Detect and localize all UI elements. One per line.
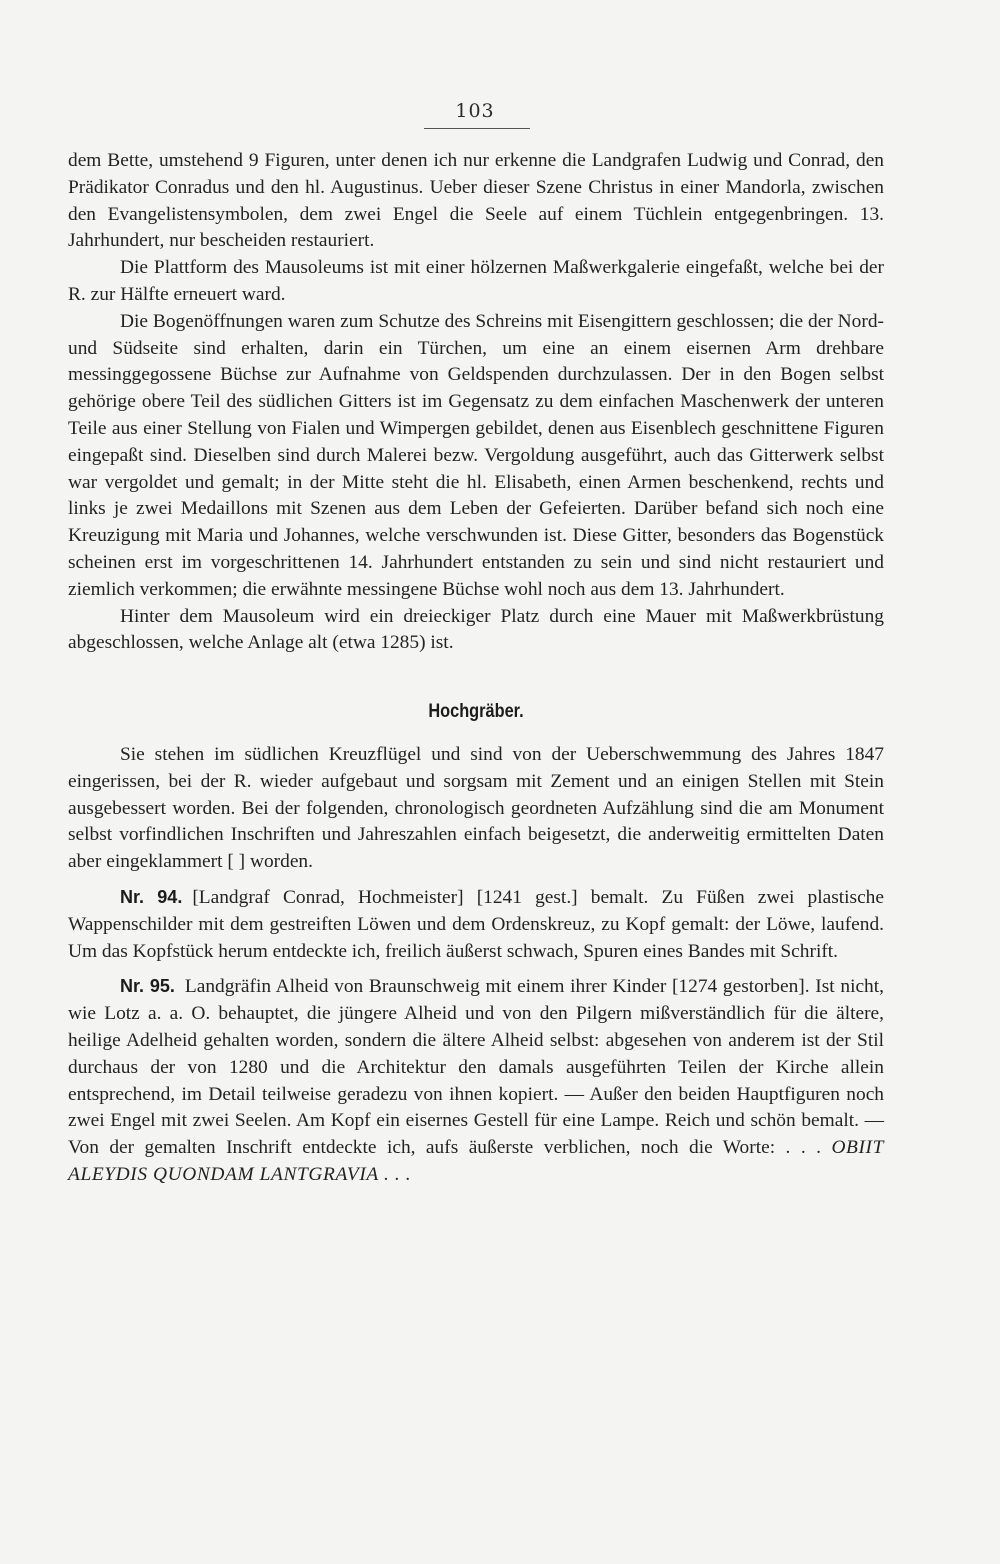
entry-text: [Landgraf Conrad, Hochmeister] [1241 gest.] bemalt. Zu Füßen zwei plastische Wappenschilder mit dem gestreiften Löwen und dem Ordenskreuz, zu Kopf gemalt: der Löwe, laufend. Um das Kopfstück herum entdeckte ich, freilich äußerst schwach, Spuren eines Bandes mit Schrift. [68, 886, 884, 962]
page-number-rule [424, 128, 530, 129]
inscription-text: OBIIT ALEYDIS QUONDAM LANTGRAVIA . . . [68, 1137, 884, 1185]
entry-number: Nr. 94. [120, 886, 183, 907]
body-text [68, 148, 884, 1189]
entry-nr-95 [68, 973, 884, 1188]
paragraph-plattform: Die Plattform des Mausoleums ist mit einer hölzernen Maßwerkgalerie eingefaßt, welche bei der R. zur Hälfte erneuert ward. [68, 257, 884, 305]
page-number: 103 [455, 100, 495, 122]
paragraph-hinter-mausoleum: Hinter dem Mausoleum wird ein dreieckiger Platz durch eine Mauer mit Maßwerkbrüstung abgeschlossen, welche Anlage alt (etwa 1285) ist. [68, 605, 884, 654]
paragraph-bogenoeffnungen: Die Bogenöffnungen waren zum Schutze des Schreins mit Eisengittern geschlossen; die der Nord- und Südseite sind erhalten, darin ein Türchen, um eine an einem eisernen Arm drehbare messinggegossene Büchse zur Aufnahme von Geldspenden durchzulassen. Der in den Bogen selbst gehörige obere Teil des südlichen Gitters ist im Gegensatz zu dem einfachen Maschenwerk der unteren Teile aus einer Stellung von Fialen und Wimpergen gebildet, denen aus Eisenblech geschnittene Figuren eingepaßt sind. Dieselben sind durch Malerei bezw. Vergoldung ausgeführt, auch das Gitterwerk selbst war vergoldet und gemalt; in der Mitte steht die hl. Elisabeth, einen Armen beschenkend, rechts und links je zwei Medaillons mit Szenen aus dem Leben der Gefeierten. Darüber befand sich noch eine Kreuzigung mit Maria und Johannes, welche verschwunden ist. Diese Gitter, besonders das Bogenstück scheinen erst im vorgeschrittenen 14. Jahrhundert entstanden zu sein und sind nicht restauriert und ziemlich verkommen; die erwähnte messingene Büchse wohl noch aus dem 13. Jahrhundert. [68, 310, 884, 600]
section-heading: Hochgräber. [428, 701, 524, 723]
entry-number: Nr. 95. [120, 976, 175, 997]
entry-text: Landgräfin Alheid von Braunschweig mit einem ihrer Kinder [1274 gestorben]. Ist nicht, wie Lotz a. a. O. behauptet, die jüngere Alheid und von den Pilgern mißverständlich für die ältere, heilige Adelheid gehalten worden, sondern die ältere Alheid selbst: abgesehen von anderem ist der Stil durchaus der von 1280 und die Architektur den damals ausgeführten Teilen der Kirche allein entsprechend, im Detail teilweise geradezu von ihnen kopiert. — Außer den beiden Hauptfiguren noch zwei Engel mit zwei Seelen. Am Kopf ein eisernes Gestell für eine Lampe. Reich und schön bemalt. — Von der gemalten Inschrift entdeckte ich, aufs äußerste verblichen, noch die Worte: . . . [68, 976, 884, 1159]
entry-nr-94 [68, 884, 884, 965]
section-intro: Sie stehen im südlichen Kreuzflügel und sind von der Ueberschwemmung des Jahres 1847 eingerissen, bei der R. wieder aufgebaut und sorgsam mit Zement und an einigen Stellen mit Stein ausgebessert worden. Bei der folgenden, chronologisch geordneten Aufzählung sind die am Monument selbst vorfindlichen Inschriften und Jahreszahlen einfach beigesetzt, die anderweitig ermittelten Daten aber eingeklammert [ ] worden. [68, 743, 884, 873]
paragraph-continued: dem Bette, umstehend 9 Figuren, unter denen ich nur erkenne die Landgrafen Ludwig und Conrad, den Prädikator Conradus und den hl. Augustinus. Ueber dieser Szene Christus in einer Mandorla, zwischen den Evangelistensymbolen, dem zwei Engel die Seele auf einem Tüchlein entgegenbringen. 13. Jahrhundert, nur bescheiden restauriert. [68, 150, 884, 252]
